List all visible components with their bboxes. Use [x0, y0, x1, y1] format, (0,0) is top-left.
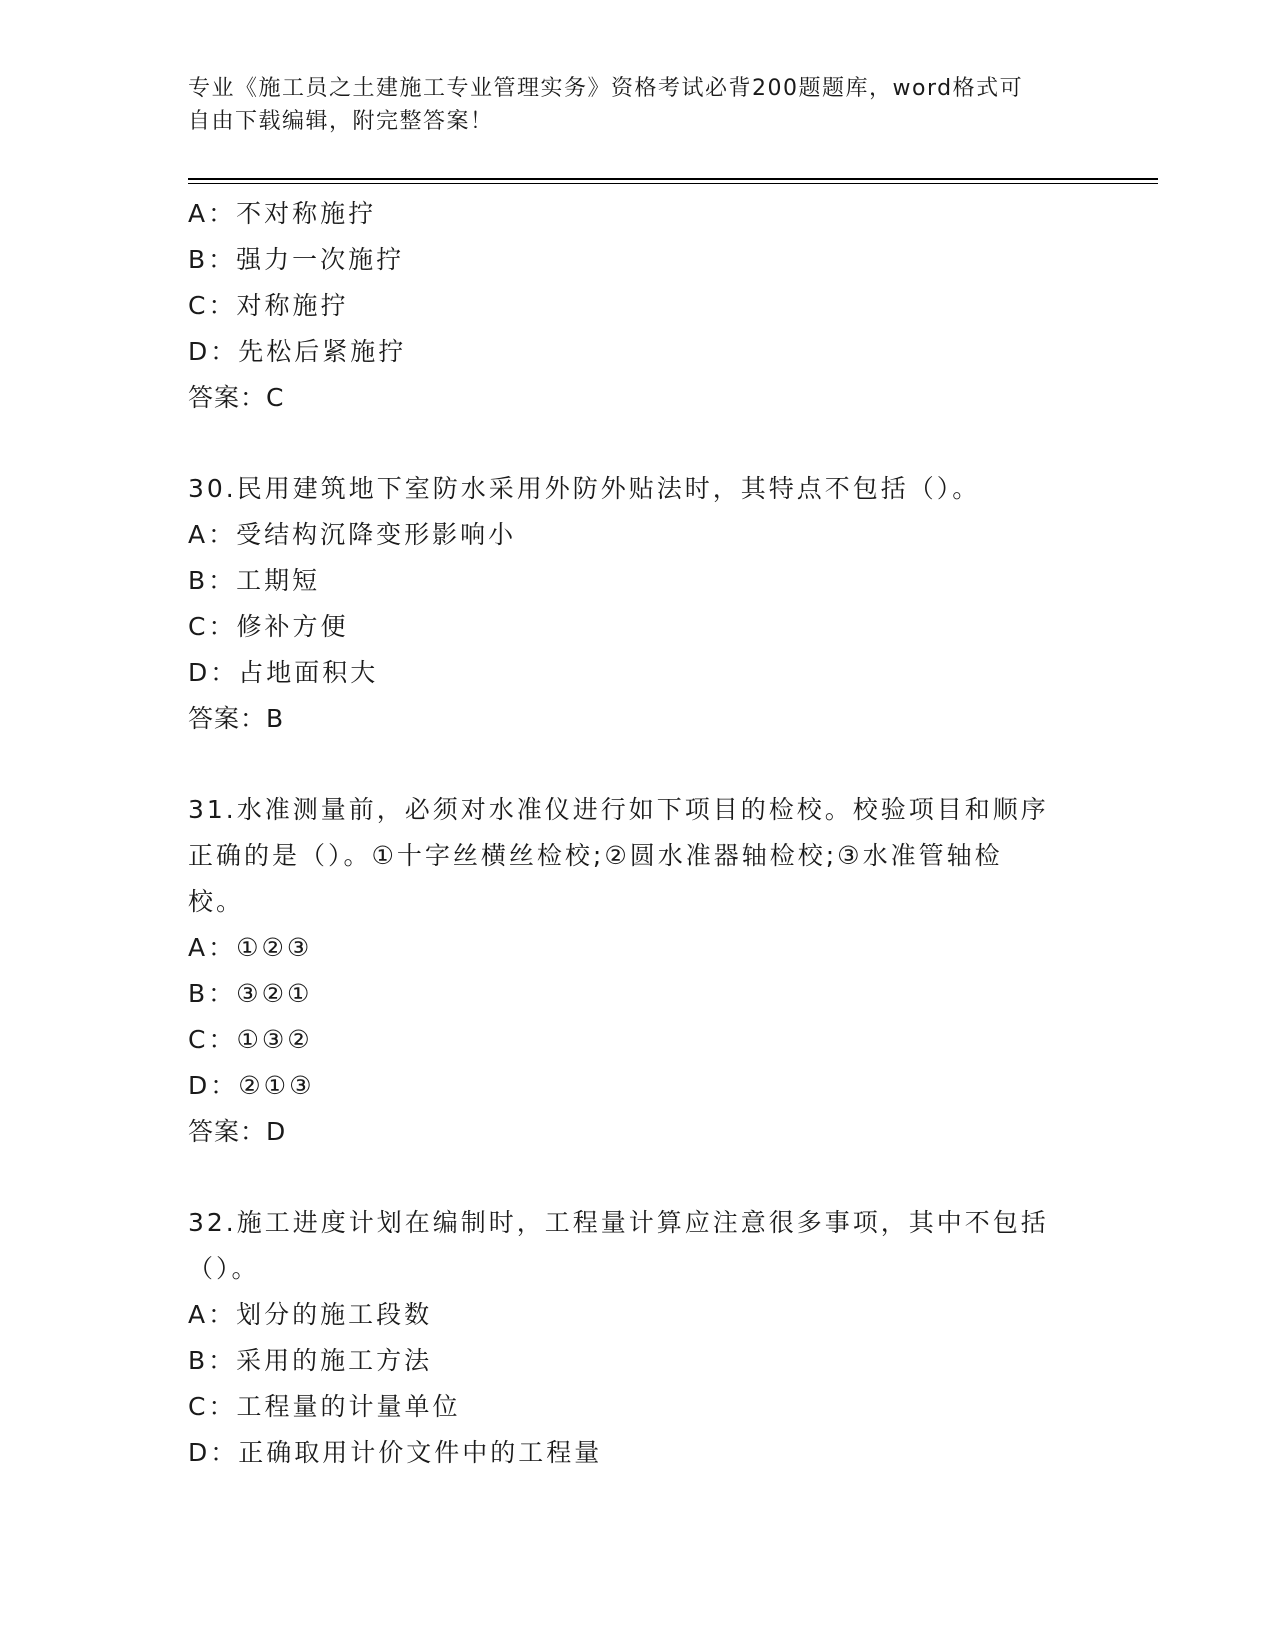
header-line-1: 专业《施工员之土建施工专业管理实务》资格考试必背200题题库，word格式可: [188, 76, 1024, 101]
option-a: A：不对称施拧: [188, 199, 377, 228]
option-c: C：①③②: [188, 1025, 313, 1054]
question-text: （）。: [188, 1254, 260, 1283]
option-c: C：工程量的计量单位: [188, 1392, 461, 1421]
question-text: 校。: [188, 887, 245, 916]
question-text: 30.民用建筑地下室防水采用外防外贴法时，其特点不包括（）。: [188, 474, 981, 503]
option-d: D：②①③: [188, 1071, 315, 1100]
option-c: C：修补方便: [188, 612, 349, 641]
option-d: D：正确取用计价文件中的工程量: [188, 1438, 603, 1467]
option-c: C：对称施拧: [188, 291, 349, 320]
question-block-31: [188, 787, 1088, 1155]
option-d: D：占地面积大: [188, 658, 379, 687]
header-line-2: 自由下载编辑，附完整答案！: [188, 109, 494, 134]
answer: 答案：C: [188, 383, 285, 412]
option-b: B：工期短: [188, 566, 321, 595]
option-a: A：划分的施工段数: [188, 1300, 433, 1329]
option-a: A：受结构沉降变形影响小: [188, 520, 517, 549]
question-text: 31.水准测量前，必须对水准仪进行如下项目的检校。校验项目和顺序: [188, 795, 1049, 824]
question-list: [188, 191, 1088, 1476]
document-header: [188, 72, 1068, 138]
option-a: A：①②③: [188, 933, 313, 962]
option-d: D：先松后紧施拧: [188, 337, 407, 366]
header-rule-thick: [188, 178, 1158, 180]
option-b: B：强力一次施拧: [188, 245, 405, 274]
question-block-30: [188, 466, 1088, 742]
option-b: B：采用的施工方法: [188, 1346, 433, 1375]
question-text: 32.施工进度计划在编制时，工程量计算应注意很多事项，其中不包括: [188, 1208, 1049, 1237]
answer: 答案：D: [188, 1117, 287, 1146]
question-block-29: [188, 191, 1088, 421]
question-text: 正确的是（）。①十字丝横丝检校;②圆水准器轴检校;③水准管轴检: [188, 841, 1003, 870]
answer: 答案：B: [188, 704, 285, 733]
option-b: B：③②①: [188, 979, 313, 1008]
question-block-32: [188, 1200, 1088, 1476]
header-rule-thin: [188, 183, 1158, 184]
